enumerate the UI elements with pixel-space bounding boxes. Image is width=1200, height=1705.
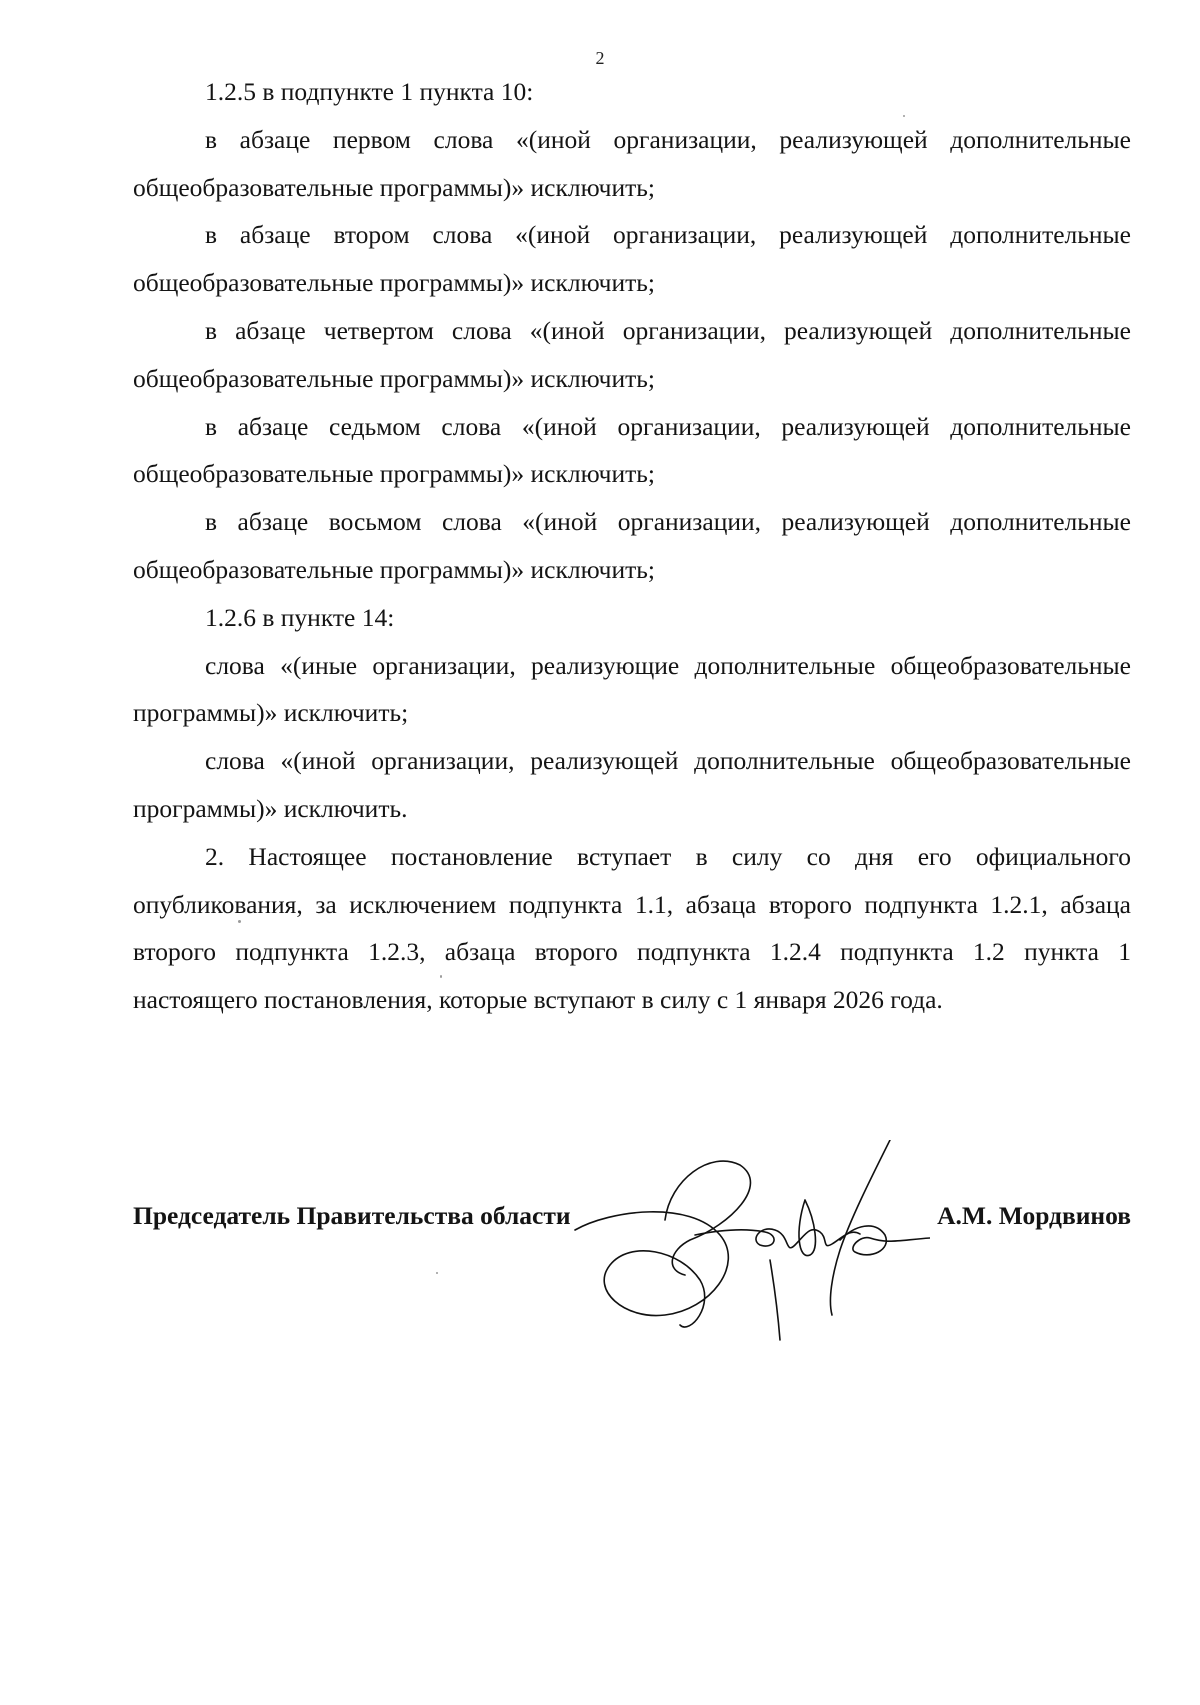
paragraph-inoy-organizacii: слова «(иной организации, реализующей дополнительные общеобразовательные программы)» исключить. [133,746,1131,823]
paragraph-first-abzac: в абзаце первом слова «(иной организации, реализующей дополнительные общеобразовательные программы)» исключить; [133,124,1131,202]
paragraph-effective-date: 2. Настоящее постановление вступает в силу со дня его официального опубликования, за исключением подпункта 1.1, абзаца второго подпункта 1.2.1, абзаца второго подпункта 1.2.3, абзаца второго подпункта 1.2.4 подпункта 1.2 пункта 1 настоящего постановления, которые вступают в силу с 1 января 2026 года. [133,841,1131,1015]
paragraph-1-2-6-heading: 1.2.6 в пункте 14: [205,602,395,632]
scan-speck [440,975,442,978]
paragraph-inye-organizacii: слова «(иные организации, реализующие дополнительные общеобразовательные программы)» исключить; [133,650,1131,728]
page-number: 2 [595,48,605,68]
paragraph-fourth-abzac: в абзаце четвертом слова «(иной организации, реализующей дополнительные общеобразовательные программы)» исключить; [133,315,1131,393]
paragraph-seventh-abzac: в абзаце седьмом слова «(иной организации, реализующей дополнительные общеобразовательные программы)» исключить; [133,411,1131,489]
paragraph-second-abzac: в абзаце втором слова «(иной организации, реализующей дополнительные общеобразовательные программы)» исключить; [133,220,1131,298]
document-body [133,68,1131,1024]
scan-speck [903,115,905,117]
signatory-name: А.М. Мордвинов [937,1201,1131,1230]
signatory-title: Председатель Правительства области [133,1201,571,1230]
paragraph-eighth-abzac: в абзаце восьмом слова «(иной организации, реализующей дополнительные общеобразовательные программы)» исключить; [133,507,1131,584]
scan-speck [238,920,241,923]
paragraph-1-2-5-heading: 1.2.5 в подпункте 1 пункта 10: [205,77,534,106]
scan-speck [436,1272,438,1274]
handwritten-signature [570,1140,930,1355]
